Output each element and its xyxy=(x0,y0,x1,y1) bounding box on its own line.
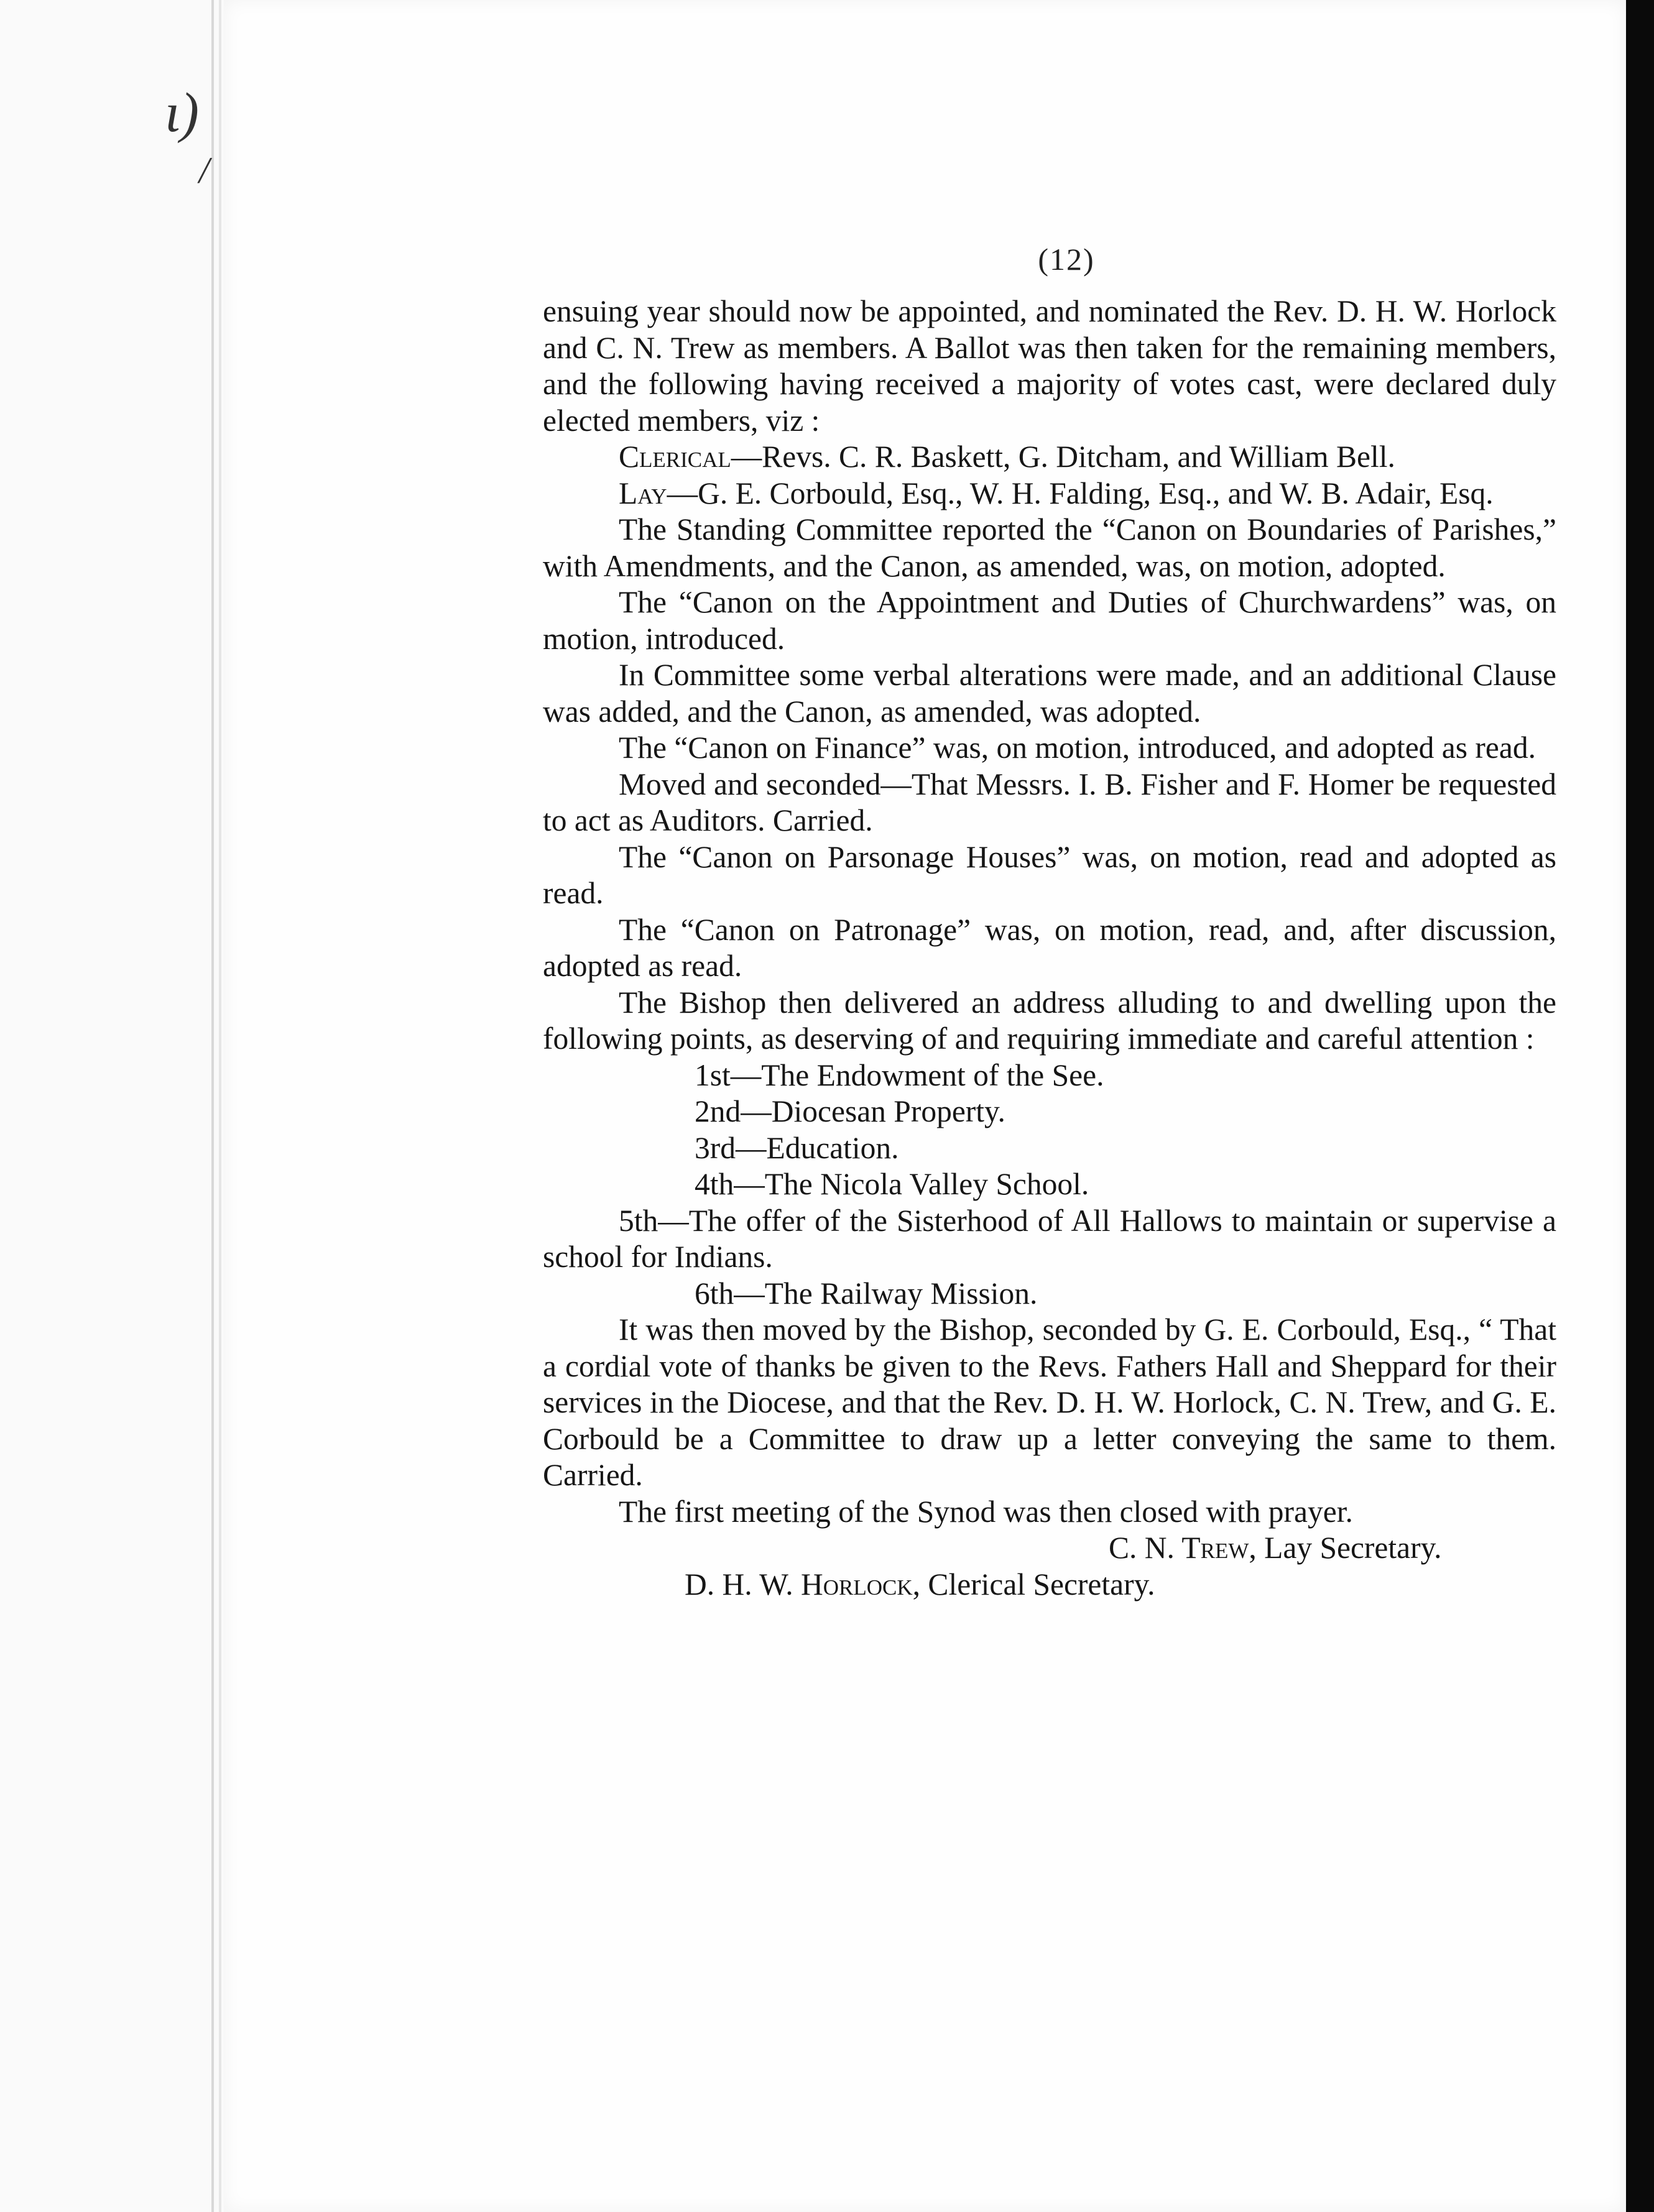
margin-mark-middle: / xyxy=(199,150,210,191)
list-item: 5th—The offer of the Sisterhood of All Hallows to maintain or supervise a school for Indians. xyxy=(543,1203,1556,1274)
page-edge-line xyxy=(211,0,214,2212)
page-stack xyxy=(0,0,224,2212)
scan-border xyxy=(1626,0,1654,2212)
paragraph-auditors: Moved and seconded—That Messrs. I. B. Fisher and F. Homer be requested to act as Auditors. Carried. xyxy=(543,767,1556,837)
clerical-members: —Revs. C. R. Baskett, G. Ditcham, and William Bell. xyxy=(731,440,1395,474)
paragraph-closing: The first meeting of the Synod was then closed with prayer. xyxy=(619,1494,1353,1529)
document-body xyxy=(543,293,1556,1603)
paragraph-parsonage: The “Canon on Parsonage Houses” was, on motion, read and adopted as read. xyxy=(543,839,1556,910)
clerical-secretary-signature xyxy=(543,1567,1556,1603)
paragraph-churchwardens: The “Canon on the Appointment and Duties of Churchwardens” was, on motion, introduced. xyxy=(543,585,1556,656)
paragraph-lay xyxy=(543,476,1556,512)
list-item: 1st—The Endowment of the See. xyxy=(695,1058,1104,1092)
clerical-label: Clerical xyxy=(619,440,731,474)
list-item: 2nd—Diocesan Property. xyxy=(695,1094,1005,1128)
list-item: 6th—The Railway Mission. xyxy=(695,1276,1038,1311)
lay-label: Lay xyxy=(619,476,667,510)
list-item: 4th—The Nicola Valley School. xyxy=(695,1167,1089,1201)
page-edge-line xyxy=(219,0,221,2212)
lay-secretary-name: C. N. Trew, xyxy=(1109,1531,1257,1565)
lay-members: —G. E. Corbould, Esq., W. H. Falding, Esq., and W. B. Adair, Esq. xyxy=(667,476,1494,510)
list-item: 3rd—Education. xyxy=(695,1130,899,1165)
paragraph-boundaries: The Standing Committee reported the “Canon on Boundaries of Parishes,” with Amendments, and the Canon, as amended, was, on motion, adopted. xyxy=(543,512,1556,583)
paragraph-alterations: In Committee some verbal alterations were made, and an additional Clause was added, and the Canon, as amended, was adopted. xyxy=(543,658,1556,729)
paragraph-finance: The “Canon on Finance” was, on motion, introduced, and adopted as read. xyxy=(619,730,1536,765)
paragraph-vote-of-thanks: It was then moved by the Bishop, seconded by G. E. Corbould, Esq., “ That a cordial vote of thanks be given to the Revs. Fathers Hall and Sheppard for their services in the Diocese, and that the Rev. D. H. W. Horlock, C. N. Trew, and G. E. Corbould be a Committee to draw up a letter conveying the same to them. Carried. xyxy=(543,1312,1556,1492)
clerical-secretary-name: D. H. W. Horlock, xyxy=(685,1567,921,1601)
lay-secretary-title: Lay Secretary. xyxy=(1264,1531,1442,1565)
paragraph-committee: ensuing year should now be appointed, and nominated the Rev. D. H. W. Horlock and C. N. Trew as members. A Ballot was then taken for the remaining members, and the following having received a majority of votes cast, were declared duly elected members, viz : xyxy=(543,294,1556,438)
margin-mark-top: ɩ) xyxy=(165,82,199,144)
paragraph-patronage: The “Canon on Patronage” was, on motion, read, and, after discussion, adopted as read. xyxy=(543,912,1556,983)
page-number: (12) xyxy=(1038,242,1095,277)
paragraph-clerical xyxy=(543,439,1556,476)
clerical-secretary-title: Clerical Secretary. xyxy=(928,1567,1155,1601)
lay-secretary-signature xyxy=(543,1530,1556,1567)
paragraph-bishop-address: The Bishop then delivered an address alluding to and dwelling upon the following points, as deserving of and requiring immediate and careful attention : xyxy=(543,985,1556,1056)
